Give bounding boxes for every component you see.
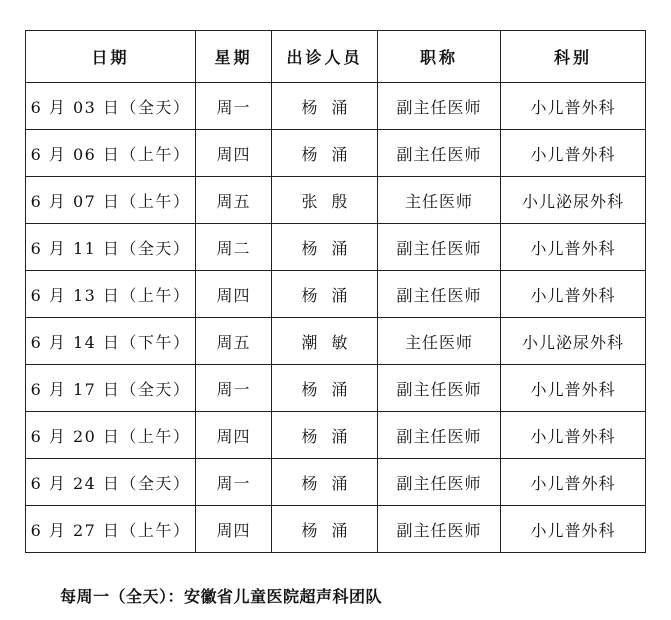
cell-department: 小儿普外科 <box>501 130 646 177</box>
header-weekday: 星期 <box>196 31 272 83</box>
cell-doctor: 潮敏 <box>272 318 378 365</box>
table-row <box>26 177 646 224</box>
cell-title: 副主任医师 <box>378 412 501 459</box>
cell-date: 6 月 20 日（上午） <box>26 412 196 459</box>
table-row <box>26 318 646 365</box>
table-row <box>26 224 646 271</box>
header-department: 科别 <box>501 31 646 83</box>
cell-department: 小儿普外科 <box>501 365 646 412</box>
cell-doctor: 杨涌 <box>272 459 378 506</box>
cell-title: 副主任医师 <box>378 83 501 130</box>
cell-weekday: 周一 <box>196 83 272 130</box>
cell-department: 小儿普外科 <box>501 224 646 271</box>
cell-title: 副主任医师 <box>378 365 501 412</box>
cell-title: 主任医师 <box>378 177 501 224</box>
cell-date: 6 月 03 日（全天） <box>26 83 196 130</box>
cell-department: 小儿普外科 <box>501 271 646 318</box>
cell-date: 6 月 13 日（上午） <box>26 271 196 318</box>
cell-doctor: 杨涌 <box>272 130 378 177</box>
cell-department: 小儿泌尿外科 <box>501 177 646 224</box>
cell-doctor: 杨涌 <box>272 506 378 553</box>
cell-doctor: 杨涌 <box>272 365 378 412</box>
table-row <box>26 271 646 318</box>
cell-weekday: 周四 <box>196 412 272 459</box>
cell-date: 6 月 06 日（上午） <box>26 130 196 177</box>
cell-weekday: 周二 <box>196 224 272 271</box>
cell-title: 副主任医师 <box>378 130 501 177</box>
table-row <box>26 506 646 553</box>
cell-weekday: 周四 <box>196 506 272 553</box>
cell-department: 小儿普外科 <box>501 459 646 506</box>
table-row <box>26 130 646 177</box>
cell-title: 副主任医师 <box>378 224 501 271</box>
header-doctor: 出诊人员 <box>272 31 378 83</box>
cell-doctor: 杨涌 <box>272 271 378 318</box>
cell-doctor: 张殷 <box>272 177 378 224</box>
cell-doctor: 杨涌 <box>272 224 378 271</box>
table-row <box>26 365 646 412</box>
cell-date: 6 月 07 日（上午） <box>26 177 196 224</box>
cell-title: 副主任医师 <box>378 506 501 553</box>
cell-department: 小儿泌尿外科 <box>501 318 646 365</box>
cell-title: 主任医师 <box>378 318 501 365</box>
cell-date: 6 月 27 日（上午） <box>26 506 196 553</box>
table-row <box>26 459 646 506</box>
table-row <box>26 83 646 130</box>
table-header-row <box>26 31 646 83</box>
cell-date: 6 月 11 日（全天） <box>26 224 196 271</box>
cell-date: 6 月 14 日（下午） <box>26 318 196 365</box>
table-row <box>26 412 646 459</box>
cell-doctor: 杨涌 <box>272 412 378 459</box>
cell-department: 小儿普外科 <box>501 412 646 459</box>
footnote: 每周一（全天）：安徽省儿童医院超声科团队 <box>60 587 383 606</box>
cell-weekday: 周五 <box>196 177 272 224</box>
cell-weekday: 周五 <box>196 318 272 365</box>
cell-date: 6 月 24 日（全天） <box>26 459 196 506</box>
cell-date: 6 月 17 日（全天） <box>26 365 196 412</box>
cell-weekday: 周四 <box>196 271 272 318</box>
cell-department: 小儿普外科 <box>501 506 646 553</box>
cell-title: 副主任医师 <box>378 459 501 506</box>
clinic-schedule-table <box>25 30 646 553</box>
cell-department: 小儿普外科 <box>501 83 646 130</box>
cell-title: 副主任医师 <box>378 271 501 318</box>
cell-doctor: 杨涌 <box>272 83 378 130</box>
cell-weekday: 周四 <box>196 130 272 177</box>
header-date: 日期 <box>26 31 196 83</box>
header-title: 职称 <box>378 31 501 83</box>
cell-weekday: 周一 <box>196 365 272 412</box>
cell-weekday: 周一 <box>196 459 272 506</box>
